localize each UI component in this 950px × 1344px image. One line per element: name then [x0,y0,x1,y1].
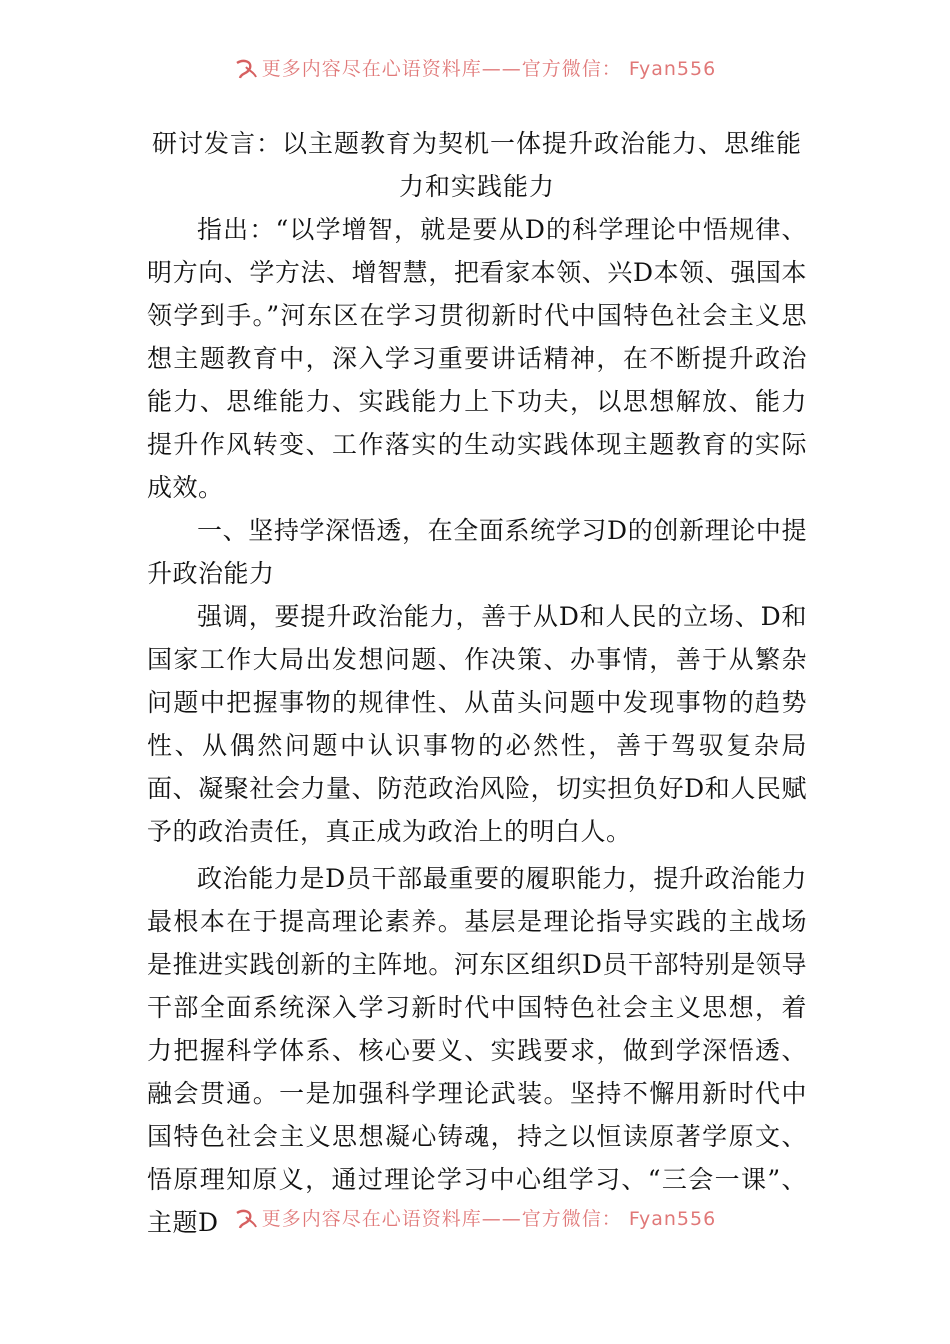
logo-icon [234,1209,258,1231]
section-heading-1: 一、坚持学深悟透，在全面系统学习D的创新理论中提升政治能力 [147,516,807,588]
watermark-footer [0,1205,950,1233]
logo-icon [234,59,258,81]
page-title: 研讨发言：以主题教育为契机一体提升政治能力、思维能力和实践能力 [151,129,802,201]
watermark-text: 更多内容尽在心语资料库——官方微信： Fyan556 [261,1208,717,1230]
watermark-header [0,55,950,83]
paragraph-body: 政治能力是D员干部最重要的履职能力，提升政治能力最根本在于提高理论素养。基层是理论指导实践的主战场是推进实践创新的主阵地。河东区组织D员干部特别是领导干部全面系统深入学习新时代中国特色社会主义思想，着力把握科学体系、核心要义、实践要求，做到学深悟透、融会贯通。一是加强科学理论武装。坚持不懈用新时代中国特色社会主义思想凝心铸魂，持之以恒读原著学原文、悟原理知原义，通过理论学习中心组学习、“三会一课”、主题D [147,864,807,1237]
document-body [147,122,807,1244]
paragraph-intro: 指出：“以学增智，就是要从D的科学理论中悟规律、明方向、学方法、增智慧，把看家本领、兴D本领、强国本领学到手。”河东区在学习贯彻新时代中国特色社会主义思想主题教育中，深入学习重要讲话精神，在不断提升政治能力、思维能力、实践能力上下功夫，以思想解放、能力提升作风转变、工作落实的生动实践体现主题教育的实际成效。 [147,215,807,502]
paragraph-quote: 强调，要提升政治能力，善于从D和人民的立场、D和国家工作大局出发想问题、作决策、办事情，善于从繁杂问题中把握事物的规律性、从苗头问题中发现事物的趋势性、从偶然问题中认识事物的必然性，善于驾驭复杂局面、凝聚社会力量、防范政治风险，切实担负好D和人民赋予的政治责任，真正成为政治上的明白人。 [147,602,807,846]
watermark-text: 更多内容尽在心语资料库——官方微信： Fyan556 [261,58,717,80]
